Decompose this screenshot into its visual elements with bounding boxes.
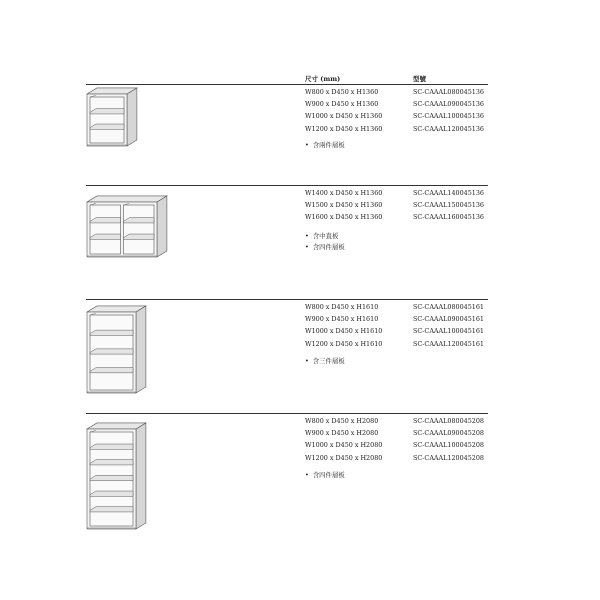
bookcase-illustration <box>0 299 300 412</box>
cabinet-shelf <box>90 109 124 114</box>
size-cell: W900 x D450 x H2080 <box>305 429 379 438</box>
model-cell: SC-CAAAL120045136 <box>413 124 484 133</box>
size-cell: W800 x D450 x H1360 <box>305 88 379 96</box>
product-section <box>0 299 600 412</box>
table-row <box>305 427 505 439</box>
size-cell: W1200 x D450 x H2080 <box>305 453 383 462</box>
model-cell: SC-CAAAL090045136 <box>413 100 484 109</box>
bookcase-illustration <box>0 185 300 298</box>
table-row <box>305 325 505 337</box>
model-cell: SC-CAAAL100045136 <box>413 112 484 121</box>
bookcase-illustration <box>0 413 300 533</box>
size-column-header: 尺寸 (mm) <box>305 75 341 83</box>
feature-note-text: 含三件層板 <box>312 357 345 365</box>
cabinet-shelf <box>90 460 133 465</box>
feature-note-text: 含兩件層板 <box>312 141 345 149</box>
model-cell: SC-CAAAL100045208 <box>413 441 484 450</box>
table-row <box>305 86 505 98</box>
cabinet-bay <box>124 205 155 254</box>
cabinet-side <box>127 88 137 146</box>
cabinet-shelf <box>90 507 133 512</box>
table-row <box>305 211 505 223</box>
table-row <box>305 338 505 350</box>
model-cell: SC-CAAAL090045161 <box>413 315 484 324</box>
size-cell: W900 x D450 x H1610 <box>305 315 379 324</box>
model-cell: SC-CAAAL140045136 <box>413 189 484 197</box>
product-section <box>0 84 600 184</box>
model-cell: SC-CAAAL120045208 <box>413 453 484 462</box>
table-row <box>305 415 505 427</box>
table-row <box>305 301 505 313</box>
bookcase-illustration <box>0 84 300 184</box>
feature-note: • 含中直板 <box>305 232 339 240</box>
cabinet-top <box>87 196 167 202</box>
table-row <box>305 313 505 325</box>
cabinet-shelf <box>90 491 133 496</box>
model-column-header: 型號 <box>413 75 426 83</box>
size-cell: W1200 x D450 x H1610 <box>305 339 383 348</box>
size-cell: W1000 x D450 x H1610 <box>305 327 383 336</box>
cabinet-shelf <box>90 444 133 449</box>
cabinet-shelf <box>90 124 124 129</box>
feature-note: • 含兩件層板 <box>305 141 345 149</box>
table-row <box>305 187 505 199</box>
cabinet-shelf <box>90 368 133 373</box>
size-cell: W1000 x D450 x H2080 <box>305 441 383 450</box>
cabinet-side <box>157 196 167 257</box>
size-cell: W1200 x D450 x H1360 <box>305 124 383 133</box>
model-cell: SC-CAAAL090045208 <box>413 429 484 438</box>
cabinet-shelf <box>124 218 155 223</box>
feature-note: • 含四件層板 <box>305 471 345 479</box>
cabinet-shelf <box>124 234 155 239</box>
cabinet-shelf <box>90 234 121 239</box>
feature-note-text: 含四件層板 <box>312 471 345 479</box>
table-row <box>305 452 505 464</box>
size-cell: W800 x D450 x H2080 <box>305 417 379 425</box>
cabinet-shelf <box>90 218 121 223</box>
size-cell: W800 x D450 x H1610 <box>305 303 379 311</box>
model-cell: SC-CAAAL080045161 <box>413 303 484 311</box>
size-cell: W1600 x D450 x H1360 <box>305 213 383 222</box>
size-cell: W1400 x D450 x H1360 <box>305 189 383 197</box>
model-cell: SC-CAAAL150045136 <box>413 201 484 210</box>
size-cell: W900 x D450 x H1360 <box>305 100 379 109</box>
table-row <box>305 439 505 451</box>
product-section <box>0 413 600 533</box>
product-section <box>0 185 600 298</box>
model-cell: SC-CAAAL160045136 <box>413 213 484 222</box>
table-row <box>305 98 505 110</box>
cabinet-side <box>136 423 146 529</box>
cabinet-bay <box>90 205 121 254</box>
feature-note-text: 含四件層板 <box>312 242 345 251</box>
model-cell: SC-CAAAL080045208 <box>413 417 484 425</box>
table-row <box>305 110 505 122</box>
cabinet-shelf <box>90 475 133 480</box>
table-row <box>305 123 505 135</box>
model-cell: SC-CAAAL080045136 <box>413 88 484 96</box>
cabinet-side <box>136 306 146 393</box>
size-cell: W1500 x D450 x H1360 <box>305 201 383 210</box>
model-cell: SC-CAAAL100045161 <box>413 327 484 336</box>
feature-note-text: 含中直板 <box>312 232 339 240</box>
table-row <box>305 199 505 211</box>
cabinet-bay <box>90 97 124 143</box>
cabinet-shelf <box>90 330 133 335</box>
cabinet-shelf <box>90 349 133 354</box>
size-cell: W1000 x D450 x H1360 <box>305 112 383 121</box>
feature-note: • 含三件層板 <box>305 357 345 365</box>
feature-note: • 含四件層板 <box>305 242 345 251</box>
model-cell: SC-CAAAL120045161 <box>413 339 484 348</box>
